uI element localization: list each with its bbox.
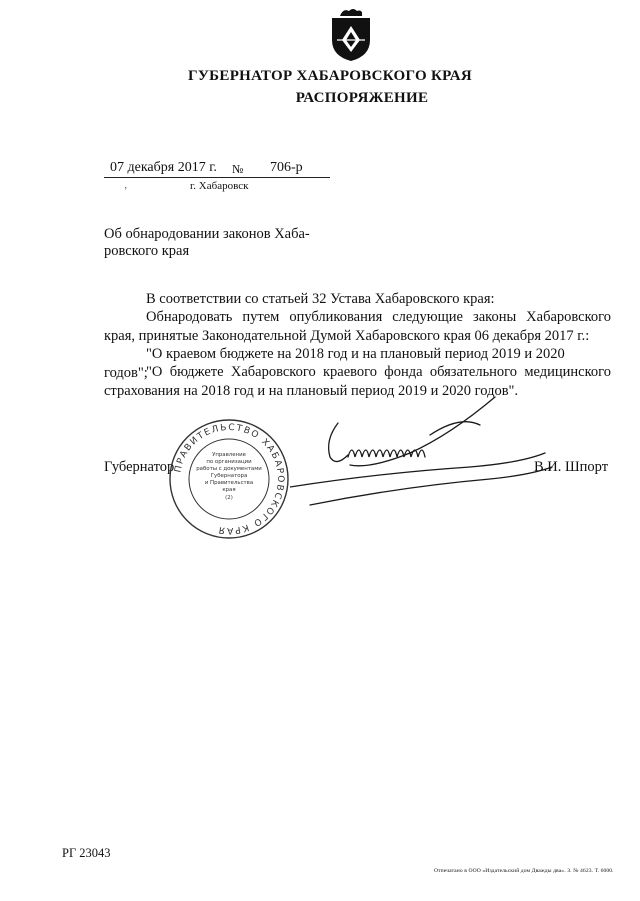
date-underline: [104, 177, 330, 178]
svg-text:работы с документами: работы с документами: [196, 466, 262, 472]
svg-text:и Правительства: и Правительства: [204, 480, 254, 486]
registration-number: РГ 23043: [62, 846, 111, 860]
paragraph-order: Обнародовать путем опубликования следующие законы Хабаровского края, принятые Законодательной Думой Хабаровского края 06 декабря 2017 г.:: [104, 309, 611, 344]
document-subject: Об обнародовании законов Хаба- ровского края: [104, 226, 310, 259]
paragraph-law-2: "О бюджете Хабаровского краевого фонда обязательного медицинского страхования на 2018 год и на плановый период 2019 и 2020 годов".: [104, 364, 611, 399]
signatory-role: Губернатор: [104, 459, 175, 475]
svg-text:(2): (2): [225, 495, 233, 501]
document-date: 07 декабря 2017 г.: [110, 160, 217, 175]
signatory-name: В.И. Шпорт: [534, 459, 609, 475]
scan-mark: ʼ: [124, 186, 128, 197]
official-seal-stamp: [168, 418, 290, 540]
print-imprint: Отпечатано в ООО «Издательский дом Дважды два». З. № 4623. Т. 6000.: [434, 868, 614, 874]
document-type: РАСПОРЯЖЕНИЕ: [295, 90, 429, 106]
svg-text:Губернатора: Губернатора: [210, 473, 248, 479]
document-place: г. Хабаровск: [190, 180, 249, 192]
number-sign: №: [232, 162, 244, 176]
svg-text:Управление: Управление: [212, 452, 246, 458]
coat-of-arms-emblem: [329, 6, 373, 62]
paragraph-law-1: "О краевом бюджете на 2018 год и на плановый период 2019 и 2020 годов";: [104, 346, 565, 381]
svg-text:края: края: [222, 487, 236, 493]
svg-text:ПРАВИТЕЛЬСТВО ХАБАРОВСКОГО КРА: ПРАВИТЕЛЬСТВО ХАБАРОВСКОГО КРАЯ: [173, 422, 286, 536]
document-number: 706-р: [270, 160, 303, 175]
issuing-authority: ГУБЕРНАТОР ХАБАРОВСКОГО КРАЯ: [188, 68, 472, 84]
handwritten-signature: [290, 395, 560, 525]
paragraph-basis: В соответствии со статьей 32 Устава Хабаровского края:: [146, 291, 495, 307]
svg-text:по организации: по организации: [206, 459, 252, 465]
